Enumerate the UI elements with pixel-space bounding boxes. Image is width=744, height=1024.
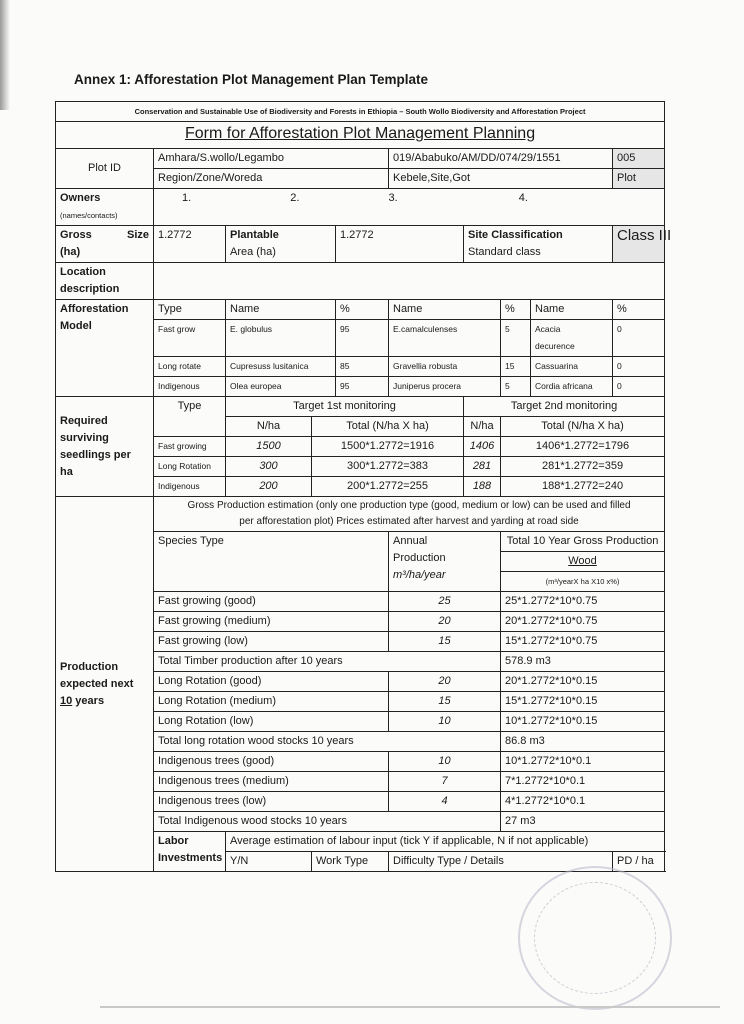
owner-2-number: 2. — [290, 192, 300, 204]
cell-model-rows-2-type: Indigenous — [154, 377, 226, 397]
cell-seedlings-rows-2-n2: 188 — [464, 477, 501, 497]
cell-production-h_annual2: Production — [393, 552, 446, 564]
cell-model-rows-2-n1: Olea europea — [226, 377, 336, 397]
gross-size-value: 1.2772 — [154, 226, 226, 263]
cell — [60, 693, 149, 710]
cell-seedlings-rows-1-n2: 281 — [464, 457, 501, 477]
site-value: 019/Ababuko/AM/DD/074/29/1551 — [389, 149, 613, 169]
cell-production-long-2-wood: 10*1.2772*10*0.15 — [501, 712, 665, 732]
cell-production-h_annual3: m³/ha/year — [393, 569, 446, 581]
model-header-name-2: Name — [389, 300, 501, 320]
production-header-species: Species Type — [154, 532, 389, 592]
document-title: Annex 1: Afforestation Plot Management Plan Template — [74, 72, 429, 87]
cell-gross-label3: (ha) — [60, 246, 81, 258]
form-title: Form for Afforestation Plot Management Planning — [56, 122, 665, 149]
cell-production-label1: Production — [60, 660, 119, 673]
cell-model-rows-0-p1: 95 — [336, 320, 389, 357]
cell-seedlings-rows-2-type: Indigenous — [154, 477, 226, 497]
cell-model-rows-1-type: Long rotate — [154, 357, 226, 377]
model-header-name-1: Name — [226, 300, 336, 320]
cell-production-indig-2-name: Indigenous trees (low) — [154, 792, 389, 812]
cell-location-label2: description — [60, 283, 120, 295]
cell-production-total_timber-label: Total Timber production after 10 years — [154, 652, 501, 672]
cell-production-fast-2-name: Fast growing (low) — [154, 632, 389, 652]
cell-model-rows-1-n3a: Cassuarina — [531, 357, 613, 377]
labor-header-yn — [226, 852, 312, 872]
plot-id-label: Plot ID — [56, 149, 154, 189]
cell-model-rows-1-p2: 15 — [501, 357, 531, 377]
model-header-type: Type — [154, 300, 226, 320]
cell-labor-label2: Investments — [158, 852, 223, 864]
labor-header-difficulty: Difficulty Type / Details — [389, 852, 613, 872]
seedlings-header-nha-1: N/ha — [226, 417, 312, 437]
plantable-area-label — [226, 226, 336, 263]
model-header-pct-3: % — [613, 300, 665, 320]
owner-3-number: 3. — [388, 192, 398, 204]
cell-model-rows-2-p2: 5 — [501, 377, 531, 397]
labor-header-work: Work Type — [312, 852, 389, 872]
production-header-wood: Wood — [501, 552, 665, 572]
cell-seedlings-label2: surviving — [60, 431, 109, 444]
gross-size-label — [56, 226, 154, 263]
cell-production-label2: expected next — [60, 677, 134, 690]
cell-model-rows-0-n3a: Acacia — [535, 324, 561, 334]
cell-production-total_long-wood: 86.8 m3 — [501, 732, 665, 752]
owners-list — [154, 189, 665, 226]
cell-production-long-1-name: Long Rotation (medium) — [154, 692, 389, 712]
cell-gross-label1: Gross — [60, 229, 92, 241]
seedlings-header-total-1: Total (N/ha X ha) — [312, 417, 464, 437]
cell-production-total_indig-wood: 27 m3 — [501, 812, 665, 832]
cell-model-rows-0-n1: E. globulus — [226, 320, 336, 357]
cell — [56, 397, 665, 417]
cell-production-fast-0-annual: 25 — [389, 592, 501, 612]
cell-seedlings-rows-0-n1: 1500 — [226, 437, 312, 457]
cell — [56, 226, 665, 263]
cell-production-long-0-wood: 20*1.2772*10*0.15 — [501, 672, 665, 692]
plot-number-value: 005 — [613, 149, 665, 169]
labor-label — [154, 832, 226, 872]
cell-model-rows-1-n1: Cupresuss lusitanica — [226, 357, 336, 377]
cell-production-fast-1-wood: 20*1.2772*10*0.75 — [501, 612, 665, 632]
cell-production-fast-2-wood: 15*1.2772*10*0.75 — [501, 632, 665, 652]
cell-gross-site_class2: Standard class — [468, 246, 541, 258]
project-name: Conservation and Sustainable Use of Biodiversity and Forests in Ethiopia – South Wollo Biodiversity and Afforestation Project — [56, 102, 665, 122]
region-label: Region/Zone/Woreda — [154, 169, 389, 189]
cell-production-indig-0-name: Indigenous trees (good) — [154, 752, 389, 772]
cell-production-fast-0-wood: 25*1.2772*10*0.75 — [501, 592, 665, 612]
cell-model-rows-2-n2: Juniperus procera — [389, 377, 501, 397]
cell-seedlings-rows-1-n1: 300 — [226, 457, 312, 477]
cell-model-rows-1-n2: Gravellia robusta — [389, 357, 501, 377]
cell-production-indig-1-annual: 7 — [389, 772, 501, 792]
location-description — [154, 263, 665, 300]
cell-model-rows-1-p3: 0 — [613, 357, 665, 377]
cell-gross-site_class1: Site Classification — [468, 229, 563, 241]
cell-model-rows-0-type: Fast grow — [154, 320, 226, 357]
cell-labor-label1: Labor — [158, 835, 189, 847]
labor-header-pd: PD / ha — [613, 852, 665, 872]
cell-model-rows-0-p3: 0 — [613, 320, 665, 357]
cell-labor-h_yn: Y/N — [230, 855, 249, 867]
cell — [531, 320, 613, 357]
cell-production-fast-1-name: Fast growing (medium) — [154, 612, 389, 632]
official-stamp — [518, 866, 672, 1010]
cell-model-rows-0-n2: E.camalculenses — [389, 320, 501, 357]
production-header-wood-unit: (m³/yearX ha X10 x%) — [501, 572, 665, 592]
cell-model-rows-2-p1: 95 — [336, 377, 389, 397]
cell-gross-plantable2: Area (ha) — [230, 246, 276, 258]
cell-seedlings-rows-0-type: Fast growing — [154, 437, 226, 457]
location-label — [56, 263, 154, 300]
footer-line — [100, 1006, 720, 1008]
class-value: Class III — [613, 226, 665, 263]
cell-model-rows-1-p1: 85 — [336, 357, 389, 377]
cell-seedlings-rows-2-n1: 200 — [226, 477, 312, 497]
cell-seedlings-rows-1-t1: 300*1.2772=383 — [312, 457, 464, 477]
model-header-pct-1: % — [336, 300, 389, 320]
cell — [60, 227, 149, 244]
cell-production-long-2-annual: 10 — [389, 712, 501, 732]
cell-production-h_annual1: Annual — [393, 535, 428, 547]
cell-production-fast-1-annual: 20 — [389, 612, 501, 632]
cell-seedlings-rows-0-n2: 1406 — [464, 437, 501, 457]
cell-model-rows-0-n3b: decurence — [535, 341, 575, 351]
cell — [56, 300, 665, 320]
cell — [56, 263, 665, 300]
cell-production-long-0-annual: 20 — [389, 672, 501, 692]
cell-production-indig-1-name: Indigenous trees (medium) — [154, 772, 389, 792]
cell-model-rows-0-p2: 5 — [501, 320, 531, 357]
page-edge-shadow — [0, 0, 10, 110]
labor-note: Average estimation of labour input (tick Y if applicable, N if not applicable) — [226, 832, 665, 852]
cell-model-label2: Model — [60, 320, 92, 332]
model-header-name-3: Name — [531, 300, 613, 320]
seedlings-header-total-2: Total (N/ha X ha) — [501, 417, 665, 437]
cell-production-label3_rest: years — [72, 694, 105, 707]
cell-production-long-1-wood: 15*1.2772*10*0.15 — [501, 692, 665, 712]
owners-title: Owners — [60, 192, 101, 204]
model-header-pct-2: % — [501, 300, 531, 320]
cell — [56, 497, 665, 532]
region-value: Amhara/S.wollo/Legambo — [154, 149, 389, 169]
cell-production-indig-2-wood: 4*1.2772*10*0.1 — [501, 792, 665, 812]
cell-production-long-2-name: Long Rotation (low) — [154, 712, 389, 732]
owner-1-number: 1. — [182, 192, 192, 204]
cell-model-rows-2-n3a: Cordia africana — [531, 377, 613, 397]
cell — [56, 102, 665, 122]
cell-production-indig-0-wood: 10*1.2772*10*0.1 — [501, 752, 665, 772]
cell-production-indig-1-wood: 7*1.2772*10*0.1 — [501, 772, 665, 792]
cell-production-total_timber-wood: 578.9 m3 — [501, 652, 665, 672]
cell-production-fast-2-annual: 15 — [389, 632, 501, 652]
seedlings-header-target-2: Target 2nd monitoring — [464, 397, 665, 417]
cell-gross-plantable1: Plantable — [230, 229, 279, 241]
cell-seedlings-rows-1-t2: 281*1.2772=359 — [501, 457, 665, 477]
cell — [56, 149, 665, 169]
cell-gross-label2: Size — [126, 229, 149, 241]
cell-production-note2: per afforestation plot) Prices estimated after harvest and yarding at road side — [239, 516, 579, 527]
cell-model-rows-2-p3: 0 — [613, 377, 665, 397]
owners-subtitle: (names/contacts) — [60, 211, 118, 220]
afforestation-model-label — [56, 300, 154, 397]
seedlings-header-type: Type — [154, 397, 226, 437]
seedlings-label — [56, 397, 154, 497]
cell-production-note1: Gross Production estimation (only one production type (good, medium or low) can be used and filled — [187, 500, 631, 511]
plot-management-form — [55, 101, 672, 872]
cell-production-total_long-label: Total long rotation wood stocks 10 years — [154, 732, 501, 752]
cell-production-indig-2-annual: 4 — [389, 792, 501, 812]
cell-production-total_indig-label: Total Indigenous wood stocks 10 years — [154, 812, 501, 832]
production-header-total: Total 10 Year Gross Production — [501, 532, 665, 552]
cell-seedlings-rows-1-type: Long Rotation — [154, 457, 226, 477]
site-label: Kebele,Site,Got — [389, 169, 613, 189]
cell-production-label3_num: 10 — [60, 694, 73, 707]
cell-model-label1: Afforestation — [60, 303, 129, 315]
cell-production-long-0-name: Long Rotation (good) — [154, 672, 389, 692]
cell-seedlings-label3: seedlings per — [60, 448, 131, 461]
cell-location-label1: Location — [60, 266, 106, 278]
site-classification — [464, 226, 613, 263]
seedlings-header-target-1: Target 1st monitoring — [226, 397, 464, 417]
cell-production-indig-0-annual: 10 — [389, 752, 501, 772]
production-header-annual — [389, 532, 501, 592]
cell-seedlings-rows-0-t2: 1406*1.2772=1796 — [501, 437, 665, 457]
cell-production-long-1-annual: 15 — [389, 692, 501, 712]
cell-seedlings-rows-2-t1: 200*1.2772=255 — [312, 477, 464, 497]
plantable-area-value: 1.2772 — [336, 226, 464, 263]
seedlings-header-nha-2: N/ha — [464, 417, 501, 437]
owner-4-number: 4. — [518, 192, 528, 204]
cell-seedlings-label1: Required — [60, 414, 108, 427]
cell-seedlings-label4: ha — [60, 465, 73, 478]
plot-label: Plot — [613, 169, 665, 189]
cell — [56, 189, 665, 226]
cell-seedlings-rows-0-t1: 1500*1.2772=1916 — [312, 437, 464, 457]
cell-seedlings-rows-2-t2: 188*1.2772=240 — [501, 477, 665, 497]
production-note — [154, 497, 665, 532]
owners-label — [56, 189, 154, 226]
cell — [56, 122, 665, 149]
cell-production-fast-0-name: Fast growing (good) — [154, 592, 389, 612]
production-label — [56, 497, 154, 872]
